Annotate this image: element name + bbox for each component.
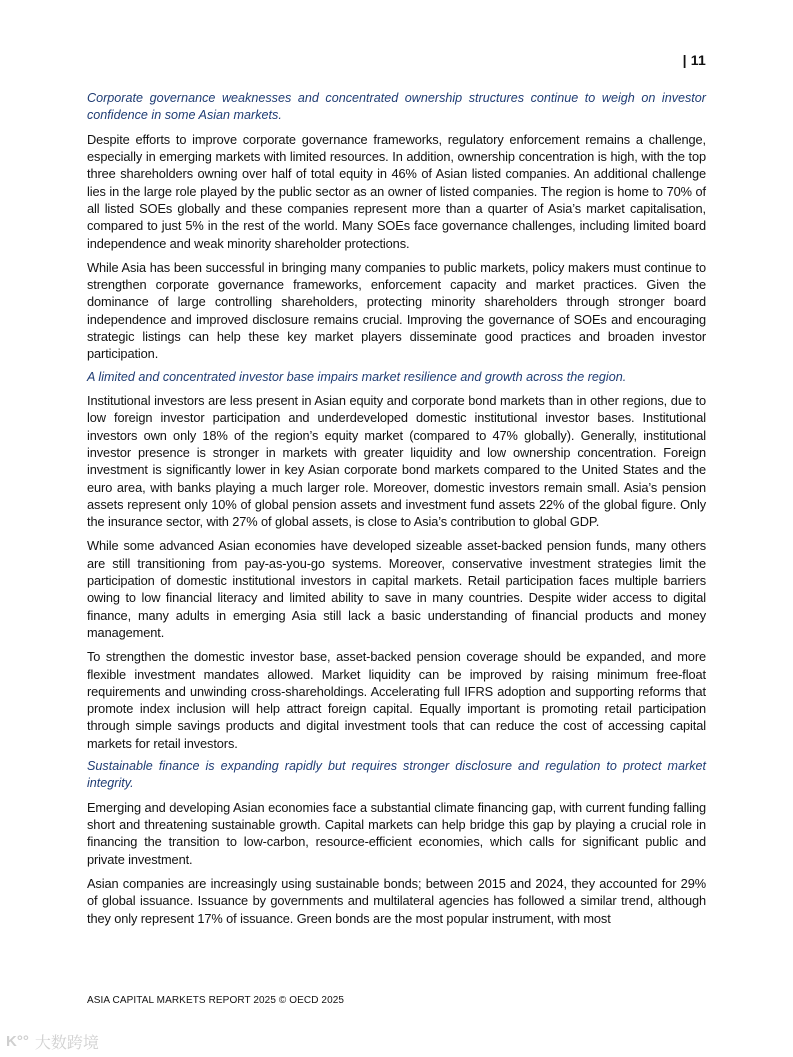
watermark-text: 大数跨境 — [34, 1035, 99, 1052]
paragraph-institutional-investors: Institutional investors are less present in Asian equity and corporate bond markets than in other regions, due to low foreign investor participation and underdeveloped domestic institutional investor bases. Institutional investors own only 18% of the region’s equity market (compared to 47% globally). Generally, institutional investor presence is stronger in markets with greater liquidity and low ownership concentration. Foreign investment is significantly lower in key Asian corporate bond markets compared to the United States and the euro area, with banks playing a much larger role. Moreover, domestic investors remain small. Asia’s pension assets represent only 10% of global pension assets and investment fund assets 22% of the global figure. Only the insurance sector, with 27% of global assets, is close to Asia’s contribution to global GDP. — [87, 393, 706, 530]
watermark — [6, 1030, 99, 1053]
paragraph-governance-policy: While Asia has been successful in bringing many companies to public markets, policy makers must continue to strengthen corporate governance frameworks, enforcement capacity and market practices. Given the dominance of large controlling shareholders, protecting minority shareholders through stronger board independence and improved disclosure remains crucial. Improving the governance of SOEs and encouraging strategic listings can help these key market players disseminate good practices and broaden investor participation. — [87, 259, 706, 362]
subheading-corporate-governance: Corporate governance weaknesses and concentrated ownership structures continue to weigh on investor confidence in some Asian markets. — [87, 91, 706, 123]
document-body — [87, 90, 706, 934]
paragraph-investor-base-policy: To strengthen the domestic investor base, asset-backed pension coverage should be expanded, and more flexible investment mandates allowed. Market liquidity can be improved by raising minimum free-float requirements and unwinding cross-shareholdings. Accelerating full IFRS adoption and supporting reforms that promote index inclusion will help attract foreign capital. Equally important is promoting retail participation through simple savings products and digital investment tools that can reduce the cost of accessing capital markets for retail investors. — [87, 649, 706, 751]
paragraph-climate-financing-gap: Emerging and developing Asian economies face a substantial climate financing gap, with current funding falling short and threatening sustainable growth. Capital markets can help bridge this gap by playing a crucial role in financing the transition to low-carbon, resource-efficient economies, which calls for significant public and private investment. — [87, 799, 706, 867]
watermark-logo-icon: K°° — [6, 1033, 29, 1050]
paragraph-sustainable-bonds: Asian companies are increasingly using sustainable bonds; between 2015 and 2024, they accounted for 29% of global issuance. Issuance by governments and multilateral agencies has followed a similar trend, although they only represent 17% of issuance. Green bonds are the most popular instrument, with most — [87, 876, 706, 926]
page-footer: ASIA CAPITAL MARKETS REPORT 2025 © OECD 2025 — [87, 995, 345, 1006]
paragraph-pension-retail: While some advanced Asian economies have developed sizeable asset-backed pension funds, many others are still transitioning from pay-as-you-go systems. Moreover, conservative investment strategies limit the participation of domestic institutional investors in capital markets. Retail participation faces multiple barriers owing to low financial literacy and limited ability to save in many countries. Despite wider access to digital finance, many adults in emerging Asia still lack a basic understanding of financial products and money management. — [87, 538, 706, 640]
subheading-investor-base: A limited and concentrated investor base impairs market resilience and growth across the region. — [87, 369, 627, 384]
subheading-sustainable-finance: Sustainable finance is expanding rapidly but requires stronger disclosure and regulation to protect market integrity. — [87, 759, 706, 791]
page-number: | 11 — [682, 52, 706, 68]
paragraph-governance-challenges: Despite efforts to improve corporate governance frameworks, regulatory enforcement remains a challenge, especially in emerging markets with limited resources. In addition, ownership concentration is high, with the top three shareholders owning over half of total equity in 46% of Asian listed companies. An additional challenge lies in the large role played by the public sector as an owner of listed companies. The region is home to 70% of all listed SOEs globally and these companies represent more than a quarter of Asia’s market capitalisation, compared to just 5% in the rest of the world. Many SOEs face governance challenges, including limited board independence and weak minority shareholder protections. — [87, 131, 706, 251]
